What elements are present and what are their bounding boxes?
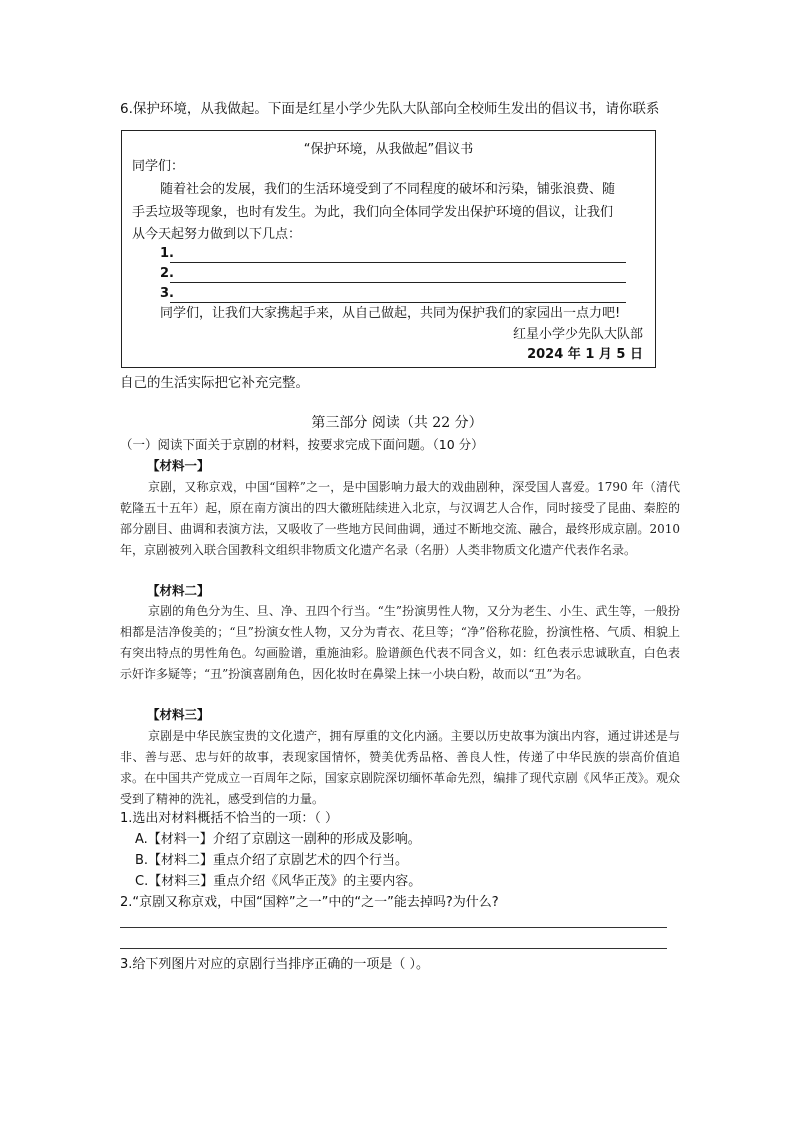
letter-date: 2024 年 1 月 5 日 [527,347,643,362]
material-1-text: 京剧，又称京戏，中国“国粹”之一，是中国影响力最大的戏曲剧种，深受国人喜爱。1790 年（清代乾隆五十五年）起，原在南方演出的四大徽班陆续进入北京，与汉调艺人合作，同时接受了昆曲、秦腔的部分剧目、曲调和表演方法，又吸收了一些地方民间曲调，通过不断地交流、融合，最终形成京剧。2010 年，京剧被列入联合国教科文组织非物质文化遗产名录（名册）人类非物质文化遗产代表作名录。 [120,480,680,557]
question-1-option-b[interactable]: B.【材料二】重点介绍了京剧艺术的四个行当。 [135,853,409,868]
blank-number: 1. [160,246,174,261]
letter-greeting: 同学们： [132,159,185,174]
question-2-answer-line-1[interactable] [120,927,667,928]
letter-body-line-3: 从今天起努力做到以下几点： [132,227,302,242]
question-3-stem: 3.给下列图片对应的京剧行当排序正确的一项是（ ）。 [120,957,430,972]
part-three-heading: 第三部分 阅读（共 22 分） [311,415,483,431]
question-1-option-c[interactable]: C.【材料三】重点介绍《风华正茂》的主要内容。 [135,874,422,889]
letter-body-line-2: 手丢垃圾等现象，也时有发生。为此，我们向全体同学发出保护环境的倡议，让我们 [132,205,614,220]
answer-blank-2[interactable] [160,265,626,283]
question-1-option-a[interactable]: A.【材料一】介绍了京剧这一剧种的形成及影响。 [135,832,421,847]
blank-number: 3. [160,286,174,301]
material-1-title: 【材料一】 [147,458,210,473]
question-2-stem: 2.“京剧又称京戏，中国“国粹”之一”中的“之一”能去掉吗?为什么? [120,895,499,910]
blank-number: 2. [160,266,174,281]
question-2-answer-line-2[interactable] [120,948,667,949]
question-1-stem: 1.选出对材料概括不恰当的一项：（ ） [120,811,339,826]
reading-section-1-intro: （一）阅读下面关于京剧的材料，按要求完成下面问题。（10 分） [120,437,484,452]
answer-blank-3[interactable] [160,285,626,303]
proposal-letter-box [121,130,656,368]
blank-line[interactable] [170,268,626,283]
material-3-text: 京剧是中华民族宝贵的文化遗产，拥有厚重的文化内涵。主要以历史故事为演出内容，通过讲述是与非、善与恶、忠与奸的故事，表现家国情怀，赞美优秀品格、善良人性，传递了中华民族的崇高价值追求。在中国共产党成立一百周年之际，国家京剧院深切缅怀革命先烈，编排了现代京剧《风华正茂》。观众受到了精神的洗礼，感受到信的力量。 [120,729,680,806]
letter-signature: 红星小学少先队大队部 [512,327,643,342]
letter-body-line-1: 随着社会的发展，我们的生活环境受到了不同程度的破坏和污染，铺张浪费、随 [160,182,616,197]
question-6-intro: 6.保护环境，从我做起。下面是红星小学少先队大队部向全校师生发出的倡议书，请你联系 [120,101,660,117]
blank-line[interactable] [170,288,626,303]
material-3-title: 【材料三】 [147,707,210,722]
blank-line[interactable] [170,248,626,263]
question-6-tail: 自己的生活实际把它补充完整。 [120,375,309,391]
material-2-title: 【材料二】 [147,583,210,598]
proposal-title: “保护环境，从我做起”倡议书 [303,142,474,157]
answer-blank-1[interactable] [160,245,626,263]
material-2-text: 京剧的角色分为生、旦、净、丑四个行当。“生”扮演男性人物，又分为老生、小生、武生等，一般扮相都是洁净俊美的；“旦”扮演女性人物，又分为青衣、花旦等；“净”俗称花脸，扮演性格、气质、相貌上有突出特点的男性角色。勾画脸谱，重施油彩。脸谱颜色代表不同含义，如：红色表示忠诚耿直，白色表示奸诈多疑等；“丑”扮演喜剧角色，因化妆时在鼻梁上抹一小块白粉，故而以“丑”为名。 [120,604,680,681]
letter-closing: 同学们，让我们大家携起手来，从自己做起，共同为保护我们的家园出一点力吧! [160,306,621,321]
